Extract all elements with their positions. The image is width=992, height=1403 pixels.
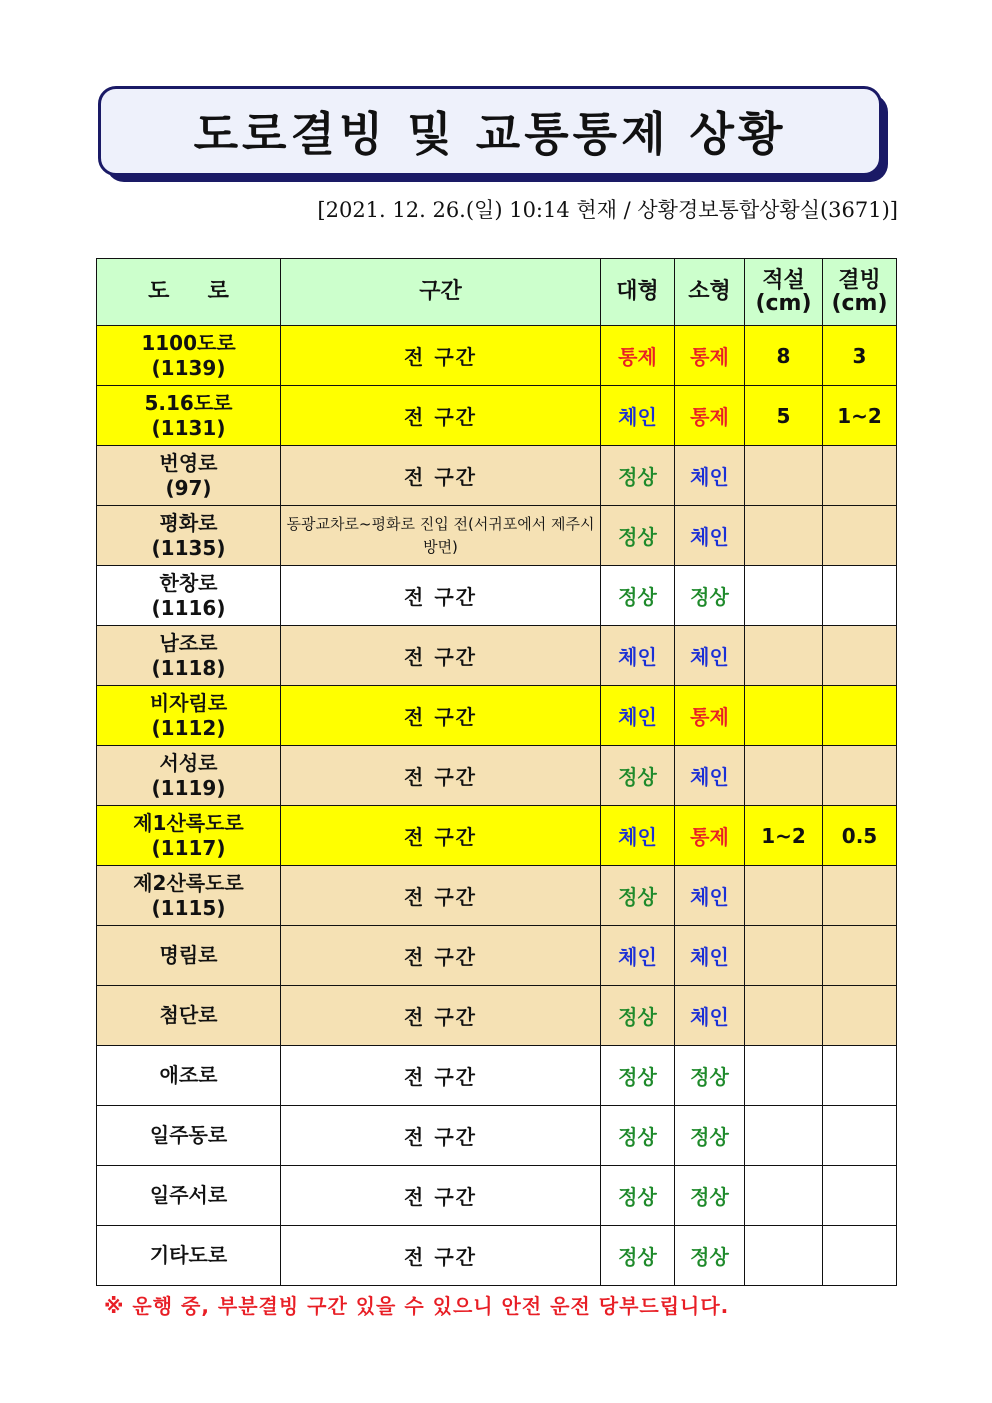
table-row <box>97 1106 897 1166</box>
ice-depth-cell: 3 <box>823 326 897 386</box>
road-name-cell <box>97 866 281 926</box>
large-vehicle-status: 정상 <box>601 746 675 806</box>
snow-depth-cell <box>745 1166 823 1226</box>
report-timestamp: [2021. 12. 26.(일) 10:14 현재 / 상황경보통합상황실(3671)] <box>317 198 898 222</box>
table-row <box>97 1226 897 1286</box>
snow-depth-cell <box>745 446 823 506</box>
section-cell: 전 구간 <box>281 626 601 686</box>
table-row <box>97 686 897 746</box>
table-row <box>97 1046 897 1106</box>
large-vehicle-status: 정상 <box>601 446 675 506</box>
road-name: 5.16도로 <box>144 390 233 415</box>
road-name: 일주동로 <box>149 1123 228 1147</box>
ice-depth-cell <box>823 1046 897 1106</box>
road-number: (1117) <box>151 835 226 860</box>
ice-depth-cell: 0.5 <box>823 806 897 866</box>
ice-depth-cell <box>823 626 897 686</box>
road-number: (1139) <box>151 355 226 380</box>
ice-depth-cell <box>823 506 897 566</box>
ice-depth-cell <box>823 566 897 626</box>
road-name-cell <box>97 506 281 566</box>
road-name-cell <box>97 626 281 686</box>
ice-depth-cell <box>823 1166 897 1226</box>
snow-depth-cell <box>745 746 823 806</box>
large-vehicle-status: 체인 <box>601 386 675 446</box>
snow-depth-cell <box>745 986 823 1046</box>
snow-depth-cell <box>745 566 823 626</box>
snow-depth-cell: 8 <box>745 326 823 386</box>
section-cell: 전 구간 <box>281 446 601 506</box>
page-title: 도로결빙 및 교통통제 상황 <box>193 107 787 161</box>
table-row <box>97 866 897 926</box>
ice-depth-cell: 1~2 <box>823 386 897 446</box>
large-vehicle-status: 체인 <box>601 686 675 746</box>
section-cell: 전 구간 <box>281 566 601 626</box>
section-cell: 동광교차로~평화로 진입 전(서귀포에서 제주시 방면) <box>281 506 601 566</box>
road-name: 일주서로 <box>149 1183 228 1207</box>
small-vehicle-status: 체인 <box>675 866 745 926</box>
large-vehicle-status: 체인 <box>601 806 675 866</box>
section-cell: 전 구간 <box>281 746 601 806</box>
title-box <box>98 86 882 176</box>
road-name: 제1산록도로 <box>133 810 244 835</box>
road-name-cell <box>97 1046 281 1106</box>
snow-depth-cell <box>745 866 823 926</box>
snow-depth-cell: 1~2 <box>745 806 823 866</box>
header-snow-depth: 적설 (cm) <box>745 259 823 326</box>
small-vehicle-status: 정상 <box>675 1106 745 1166</box>
small-vehicle-status: 정상 <box>675 1046 745 1106</box>
small-vehicle-status: 체인 <box>675 926 745 986</box>
header-small-vehicle: 소형 <box>675 259 745 326</box>
road-name-cell <box>97 446 281 506</box>
small-vehicle-status: 체인 <box>675 746 745 806</box>
road-name: 비자림로 <box>149 690 228 715</box>
road-name-cell <box>97 686 281 746</box>
road-number: (1118) <box>151 655 226 680</box>
table-row <box>97 506 897 566</box>
table-row <box>97 446 897 506</box>
table-row <box>97 806 897 866</box>
road-number: (1131) <box>151 415 226 440</box>
snow-depth-cell <box>745 626 823 686</box>
road-number: (1115) <box>151 895 226 920</box>
table-row <box>97 566 897 626</box>
road-name-cell <box>97 1106 281 1166</box>
road-name: 남조로 <box>159 630 218 655</box>
snow-depth-cell <box>745 506 823 566</box>
large-vehicle-status: 정상 <box>601 866 675 926</box>
small-vehicle-status: 통제 <box>675 806 745 866</box>
road-name: 애조로 <box>159 1063 218 1087</box>
section-cell: 전 구간 <box>281 926 601 986</box>
large-vehicle-status: 정상 <box>601 566 675 626</box>
large-vehicle-status: 정상 <box>601 1226 675 1286</box>
small-vehicle-status: 통제 <box>675 386 745 446</box>
table-row <box>97 746 897 806</box>
table-row <box>97 1166 897 1226</box>
road-name: 서성로 <box>159 750 218 775</box>
header-road: 도 로 <box>97 259 281 326</box>
large-vehicle-status: 정상 <box>601 1046 675 1106</box>
road-name: 평화로 <box>159 510 218 535</box>
section-cell: 전 구간 <box>281 806 601 866</box>
snow-depth-cell <box>745 1106 823 1166</box>
road-name-cell <box>97 986 281 1046</box>
road-number: (1135) <box>151 535 226 560</box>
small-vehicle-status: 정상 <box>675 566 745 626</box>
road-status-table <box>96 258 897 1286</box>
road-name-cell <box>97 806 281 866</box>
header-section: 구간 <box>281 259 601 326</box>
road-number: (1112) <box>151 715 226 740</box>
road-name-cell <box>97 386 281 446</box>
table-row <box>97 926 897 986</box>
road-name-cell <box>97 1166 281 1226</box>
small-vehicle-status: 통제 <box>675 686 745 746</box>
ice-depth-cell <box>823 926 897 986</box>
section-cell: 전 구간 <box>281 986 601 1046</box>
header-ice-depth: 결빙 (cm) <box>823 259 897 326</box>
large-vehicle-status: 정상 <box>601 1166 675 1226</box>
large-vehicle-status: 체인 <box>601 626 675 686</box>
small-vehicle-status: 체인 <box>675 506 745 566</box>
snow-depth-cell <box>745 1046 823 1106</box>
road-name-cell <box>97 566 281 626</box>
small-vehicle-status: 체인 <box>675 446 745 506</box>
road-number: (97) <box>165 475 212 500</box>
ice-depth-cell <box>823 1226 897 1286</box>
table-row <box>97 386 897 446</box>
section-cell: 전 구간 <box>281 1226 601 1286</box>
road-name: 제2산록도로 <box>133 870 244 895</box>
table-header-row <box>97 259 897 326</box>
title-banner <box>98 86 888 182</box>
snow-depth-cell <box>745 926 823 986</box>
road-name: 1100도로 <box>141 330 236 355</box>
road-number: (1116) <box>151 595 226 620</box>
section-cell: 전 구간 <box>281 866 601 926</box>
section-cell: 전 구간 <box>281 1166 601 1226</box>
road-name: 번영로 <box>159 450 218 475</box>
road-name: 한창로 <box>159 570 218 595</box>
snow-depth-cell: 5 <box>745 386 823 446</box>
small-vehicle-status: 정상 <box>675 1226 745 1286</box>
small-vehicle-status: 정상 <box>675 1166 745 1226</box>
small-vehicle-status: 체인 <box>675 986 745 1046</box>
large-vehicle-status: 통제 <box>601 326 675 386</box>
section-cell: 전 구간 <box>281 686 601 746</box>
large-vehicle-status: 정상 <box>601 506 675 566</box>
road-name: 기타도로 <box>149 1243 228 1267</box>
safety-notice: ※ 운행 중, 부분결빙 구간 있을 수 있으니 안전 운전 당부드립니다. <box>104 1294 730 1318</box>
ice-depth-cell <box>823 686 897 746</box>
table-row <box>97 326 897 386</box>
section-cell: 전 구간 <box>281 326 601 386</box>
snow-depth-cell <box>745 1226 823 1286</box>
ice-depth-cell <box>823 746 897 806</box>
ice-depth-cell <box>823 986 897 1046</box>
ice-depth-cell <box>823 1106 897 1166</box>
road-number: (1119) <box>151 775 226 800</box>
road-name: 명림로 <box>159 943 218 967</box>
small-vehicle-status: 체인 <box>675 626 745 686</box>
snow-depth-cell <box>745 686 823 746</box>
header-large-vehicle: 대형 <box>601 259 675 326</box>
large-vehicle-status: 정상 <box>601 1106 675 1166</box>
large-vehicle-status: 체인 <box>601 926 675 986</box>
small-vehicle-status: 통제 <box>675 326 745 386</box>
road-name-cell <box>97 326 281 386</box>
ice-depth-cell <box>823 866 897 926</box>
table-row <box>97 986 897 1046</box>
road-name-cell <box>97 926 281 986</box>
large-vehicle-status: 정상 <box>601 986 675 1046</box>
section-cell: 전 구간 <box>281 1106 601 1166</box>
table-row <box>97 626 897 686</box>
road-name: 첨단로 <box>159 1003 218 1027</box>
section-cell: 전 구간 <box>281 386 601 446</box>
ice-depth-cell <box>823 446 897 506</box>
road-name-cell <box>97 746 281 806</box>
section-cell: 전 구간 <box>281 1046 601 1106</box>
road-name-cell <box>97 1226 281 1286</box>
